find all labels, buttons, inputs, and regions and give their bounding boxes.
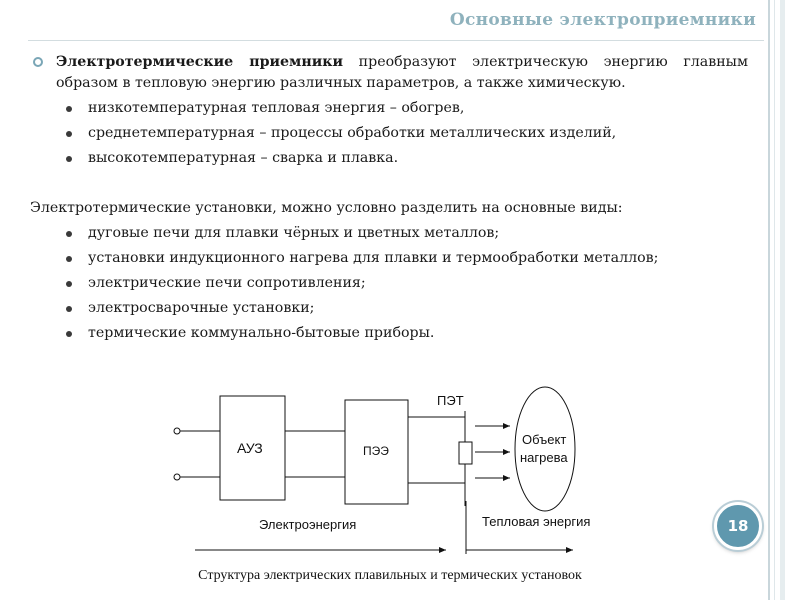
list-item [30, 121, 748, 146]
list-item-text: высокотемпературная – сварка и плавка. [88, 150, 399, 166]
input-terminal-bottom [174, 474, 180, 480]
list-item-text: термические коммунально-бытовые приборы. [88, 324, 435, 341]
block-auz-label: АУЗ [237, 440, 263, 456]
ring-bullet-icon [33, 57, 43, 67]
input-terminal-top [174, 428, 180, 434]
list-item [30, 296, 748, 321]
slide-content [30, 52, 748, 346]
list-item-text: электросварочные установки; [88, 299, 315, 316]
list-item-text: установки индукционного нагрева для плавки и термообработки металлов; [88, 249, 659, 266]
page-number-badge: 18 [714, 502, 762, 550]
installations-heading: Электротермические установки, можно условно разделить на основные виды: [30, 200, 623, 216]
bullet-dot-icon [66, 281, 72, 287]
decorative-rail-outer [780, 0, 785, 600]
bullet-dot-icon [66, 156, 72, 162]
temperature-list [30, 96, 748, 171]
installations-list [30, 221, 748, 346]
intro-term: Электротермические приемники [56, 54, 344, 70]
list-item-text: дуговые печи для плавки чёрных и цветных металлов; [88, 224, 500, 241]
bullet-dot-icon [66, 131, 72, 137]
bullet-dot-icon [66, 106, 72, 112]
block-pee-label: ПЭЭ [363, 444, 389, 458]
list-item-text: низкотемпературная тепловая энергия – обогрев, [88, 100, 465, 116]
object-label-line2: нагрева [520, 450, 568, 465]
list-item-text: среднетемпературная – процессы обработки металлических изделий, [88, 125, 617, 141]
title-divider [28, 40, 764, 41]
list-item [30, 321, 748, 346]
thermal-energy-label: Тепловая энергия [482, 514, 591, 529]
structure-diagram [160, 376, 620, 596]
bullet-dot-icon [66, 231, 72, 237]
decorative-rail-thin [774, 0, 775, 600]
slide-title: Основные электроприемники [449, 10, 756, 30]
decorative-rail [768, 0, 770, 600]
list-item-text: электрические печи сопротивления; [88, 274, 366, 291]
object-label-line1: Объект [522, 432, 567, 447]
electric-energy-label: Электроэнергия [259, 517, 357, 532]
diagram-lines [160, 376, 620, 596]
bullet-dot-icon [66, 256, 72, 262]
pet-element [459, 442, 472, 464]
list-item [30, 146, 748, 171]
list-item [30, 221, 748, 246]
diagram-caption: Структура электрических плавильных и термических установок [198, 568, 582, 583]
bullet-dot-icon [66, 331, 72, 337]
list-item [30, 246, 748, 271]
pet-label: ПЭТ [437, 393, 464, 408]
main-bullet [30, 52, 748, 93]
intro-text: преобразуют электрическую энергию главным образом в тепловую энергию различных параметров, а также химическую. [56, 54, 749, 91]
bullet-dot-icon [66, 306, 72, 312]
list-item [30, 271, 748, 296]
object-ellipse [515, 387, 575, 511]
list-item [30, 96, 748, 121]
